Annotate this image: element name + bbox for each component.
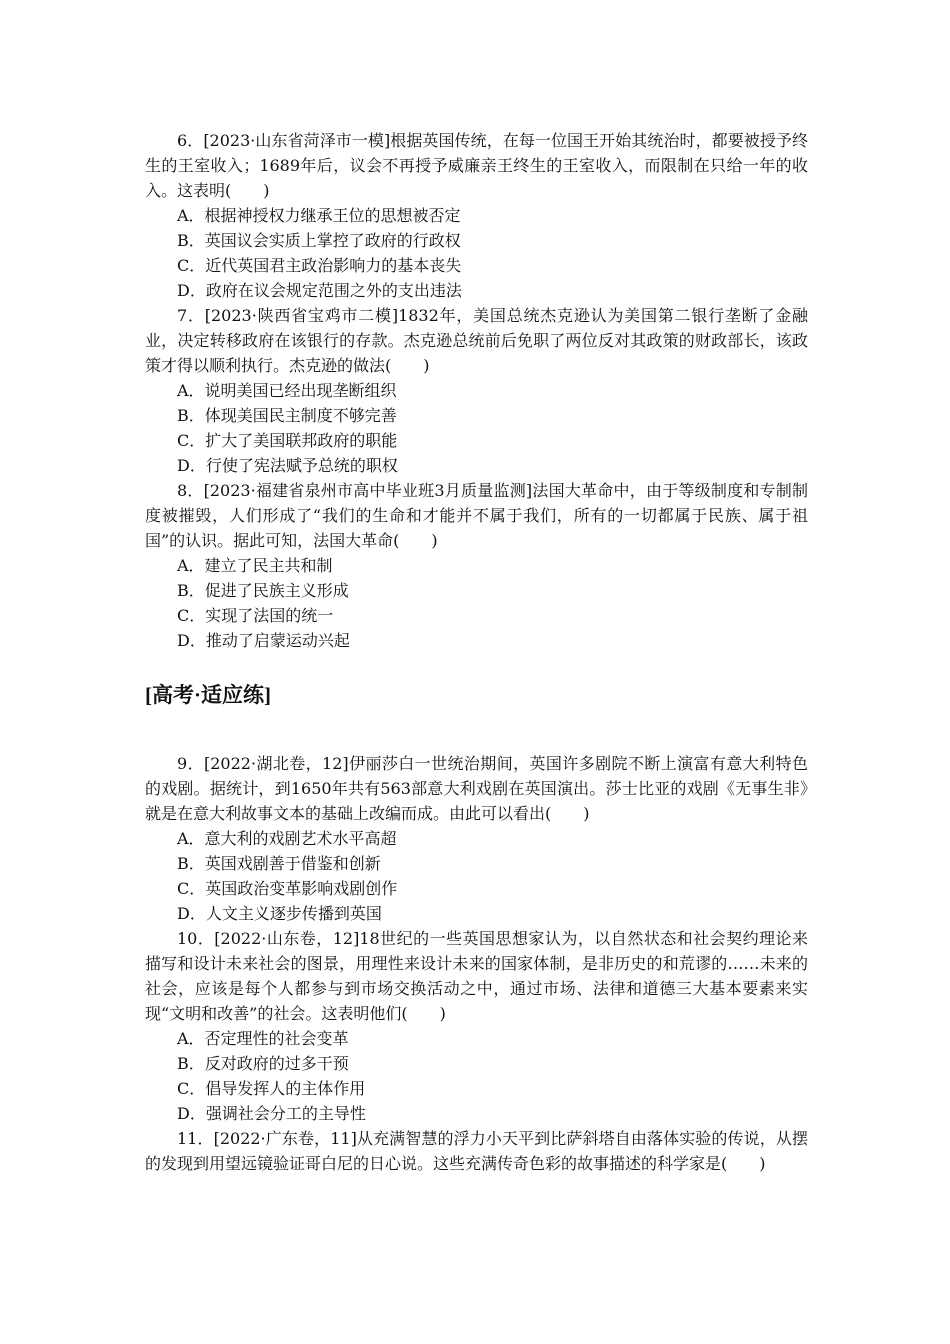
document-page [145,128,808,1176]
option-c: C．近代英国君主政治影响力的基本丧失 [177,256,462,275]
option-b: B．英国戏剧善于借鉴和创新 [177,854,381,873]
question-8 [145,478,808,653]
option-b: B．反对政府的过多干预 [177,1054,349,1073]
option-b: B．体现美国民主制度不够完善 [177,406,397,425]
question-10 [145,926,808,1126]
question-stem: 8．[2023·福建省泉州市高中毕业班3月质量监测]法国大革命中，由于等级制度和专制制度被摧毁，人们形成了“我们的生命和才能并不属于我们，所有的一切都属于民族、属于祖国”的认识。据此可知，法国大革命( ) [145,481,808,550]
question-stem: 7．[2023·陕西省宝鸡市二模]1832年，美国总统杰克逊认为美国第二银行垄断了金融业，决定转移政府在该银行的存款。杰克逊总统前后免职了两位反对其政策的财政部长，该政策才得以顺利执行。杰克逊的做法( ) [145,306,808,375]
option-d: D．推动了启蒙运动兴起 [177,631,350,650]
option-a: A．说明美国已经出现垄断组织 [177,381,397,400]
option-b: B．促进了民族主义形成 [177,581,349,600]
question-stem: 11．[2022·广东卷，11]从充满智慧的浮力小天平到比萨斜塔自由落体实验的传说，从摆的发现到用望远镜验证哥白尼的日心说。这些充满传奇色彩的故事描述的科学家是( ) [145,1129,808,1173]
option-c: C．实现了法国的统一 [177,606,334,625]
option-c: C．英国政治变革影响戏剧创作 [177,879,398,898]
question-9 [145,751,808,926]
question-block-2 [145,751,808,1176]
option-a: A．否定理性的社会变革 [177,1029,349,1048]
question-7 [145,303,808,478]
section-heading: [高考·适应练] [145,683,271,707]
option-c: C．扩大了美国联邦政府的职能 [177,431,398,450]
question-stem: 9．[2022·湖北卷，12]伊丽莎白一世统治期间，英国许多剧院不断上演富有意大利特色的戏剧。据统计，到1650年共有563部意大利戏剧在英国演出。莎士比亚的戏剧《无事生非》就是在意大利故事文本的基础上改编而成。由此可以看出( ) [145,754,808,823]
option-a: A．意大利的戏剧艺术水平高超 [177,829,397,848]
option-d: D．政府在议会规定范围之外的支出违法 [177,281,462,300]
option-a: A．根据神授权力继承王位的思想被否定 [177,206,461,225]
question-stem: 6．[2023·山东省菏泽市一模]根据英国传统，在每一位国王开始其统治时，都要被授予终生的王室收入；1689年后，议会不再授予威廉亲王终生的王室收入，而限制在只给一年的收入。这表明( ) [145,131,808,200]
question-block-1 [145,128,808,653]
question-11 [145,1126,808,1176]
option-d: D．人文主义逐步传播到英国 [177,904,382,923]
option-c: C．倡导发挥人的主体作用 [177,1079,366,1098]
option-b: B．英国议会实质上掌控了政府的行政权 [177,231,461,250]
option-d: D．强调社会分工的主导性 [177,1104,366,1123]
question-stem: 10．[2022·山东卷，12]18世纪的一些英国思想家认为，以自然状态和社会契约理论来描写和设计未来社会的图景，用理性来设计未来的国家体制，是非历史的和荒谬的……未来的社会，应该是每个人都参与到市场交换活动之中，通过市场、法律和道德三大基本要素来实现“文明和改善”的社会。这表明他们( ) [145,929,808,1023]
question-6 [145,128,808,303]
option-d: D．行使了宪法赋予总统的职权 [177,456,398,475]
option-a: A．建立了民主共和制 [177,556,333,575]
